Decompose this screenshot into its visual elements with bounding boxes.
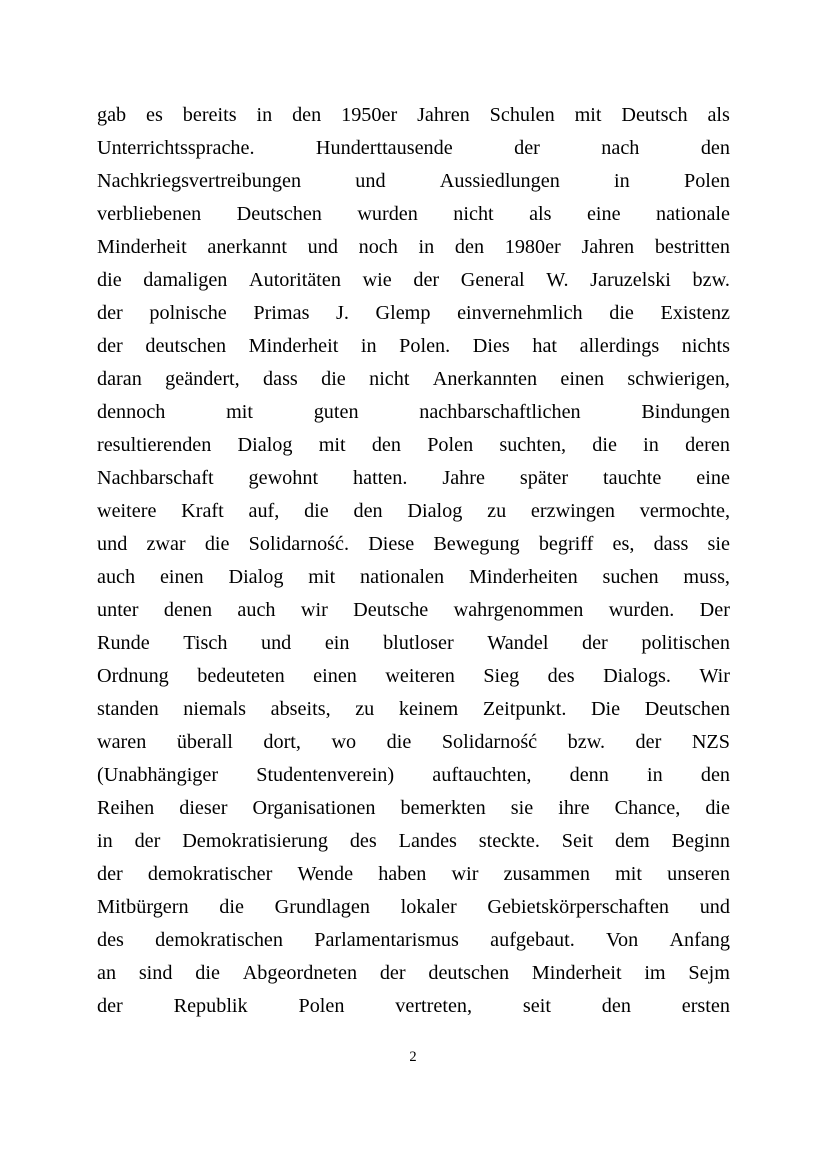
word: Wende (297, 863, 354, 885)
word: Die (590, 698, 621, 720)
text-line (97, 462, 730, 495)
word: im (644, 962, 666, 984)
word: Organisationen (252, 797, 376, 819)
text-line (97, 429, 730, 462)
word: es, (612, 533, 635, 555)
word: J. (336, 302, 349, 324)
word: der (635, 731, 662, 753)
text-line (97, 858, 730, 891)
word: der (413, 269, 440, 291)
word: der (97, 995, 123, 1017)
word: Republik (173, 995, 248, 1017)
word: zu (355, 698, 375, 720)
word: Glemp (375, 302, 431, 324)
word: die (304, 500, 329, 522)
word: bereits (182, 104, 237, 126)
word: Dialog (407, 500, 463, 522)
word: an (97, 962, 117, 984)
word: Seit (561, 830, 594, 852)
text-line (97, 528, 730, 561)
word: Wir (699, 665, 730, 687)
word: Dies (472, 335, 510, 357)
word: Abgeordneten (242, 962, 358, 984)
word: mit (226, 401, 253, 423)
word: mit (615, 863, 642, 885)
word: und (699, 896, 730, 918)
word: lokaler (400, 896, 457, 918)
text-line (97, 594, 730, 627)
word: die (609, 302, 634, 324)
word: der (97, 335, 123, 357)
word: Solidarność (441, 731, 538, 753)
word: niemals (183, 698, 247, 720)
body-text-block (97, 99, 730, 1023)
text-line (97, 495, 730, 528)
word: auch (237, 599, 276, 621)
text-line (97, 330, 730, 363)
word: den (292, 104, 322, 126)
word: wir (300, 599, 328, 621)
word: unseren (667, 863, 730, 885)
word: als (707, 104, 730, 126)
word: suchen (602, 566, 659, 588)
word: General (460, 269, 525, 291)
word: Polen. (399, 335, 451, 357)
word: Dialog (237, 434, 293, 456)
word: Ordnung (97, 665, 169, 687)
word: Minderheiten (468, 566, 578, 588)
word: Minderheit (531, 962, 622, 984)
word: die (705, 797, 730, 819)
word: weiteren (385, 665, 455, 687)
word: als (529, 203, 552, 225)
word: Autoritäten (249, 269, 341, 291)
text-line (97, 627, 730, 660)
text-line (97, 132, 730, 165)
text-line (97, 990, 730, 1023)
word: wie (362, 269, 392, 291)
word: Demokratisierung (182, 830, 328, 852)
word: begriff (538, 533, 594, 555)
word: W. (546, 269, 569, 291)
word: auf, (248, 500, 280, 522)
word: nichts (681, 335, 730, 357)
word: ein (324, 632, 350, 654)
word: denen (163, 599, 213, 621)
word: abseits, (270, 698, 331, 720)
word: in (647, 764, 663, 786)
text-line (97, 924, 730, 957)
word: wahrgenommen (453, 599, 584, 621)
text-line (97, 165, 730, 198)
word: die (592, 434, 617, 456)
word: Bindungen (641, 401, 730, 423)
word: Deutschen (644, 698, 730, 720)
word: deutschen (428, 962, 510, 984)
word: nachbarschaftlichen (419, 401, 581, 423)
word: eine (586, 203, 621, 225)
word: Grundlagen (274, 896, 370, 918)
word: polnische (149, 302, 227, 324)
word: Hunderttausende (315, 137, 453, 159)
word: Polen (298, 995, 345, 1017)
word: die (219, 896, 244, 918)
word: Schulen (489, 104, 555, 126)
word: tauchte (603, 467, 662, 489)
word: den (454, 236, 485, 258)
word: einvernehmlich (457, 302, 583, 324)
word: Tisch (183, 632, 228, 654)
word: Jahre (442, 467, 485, 489)
word: resultierenden (97, 434, 212, 456)
word: Chance, (614, 797, 681, 819)
word: zwar (146, 533, 186, 555)
word: guten (313, 401, 359, 423)
word: auch (97, 566, 136, 588)
word: die (204, 533, 230, 555)
word: Mitbürgern (97, 896, 189, 918)
word: auftauchten, (432, 764, 532, 786)
word: Deutsche (353, 599, 429, 621)
text-line (97, 660, 730, 693)
word: erzwingen (530, 500, 615, 522)
word: eine (696, 467, 730, 489)
word: dieser (179, 797, 228, 819)
word: Anfang (669, 929, 730, 951)
word: Zeitpunkt. (482, 698, 567, 720)
word: allerdings (579, 335, 660, 357)
word: der (134, 830, 161, 852)
word: Minderheit (97, 236, 187, 258)
word: der (582, 632, 608, 654)
word: Landes (398, 830, 457, 852)
word: sind (138, 962, 173, 984)
text-line (97, 891, 730, 924)
word: den (700, 764, 730, 786)
text-line (97, 726, 730, 759)
word: muss, (683, 566, 730, 588)
word: nach (601, 137, 640, 159)
word: Solidarność. (248, 533, 350, 555)
word: wir (451, 863, 479, 885)
word: einen (159, 566, 204, 588)
text-line (97, 759, 730, 792)
word: Parlamentarismus (314, 929, 459, 951)
word: gewohnt (248, 467, 319, 489)
word: Primas (253, 302, 310, 324)
word: überall (176, 731, 233, 753)
text-line (97, 825, 730, 858)
word: in (614, 170, 630, 192)
word: Deutschen (236, 203, 322, 225)
word: nationalen (360, 566, 445, 588)
word: mit (308, 566, 336, 588)
word: in (97, 830, 113, 852)
word: ihre (558, 797, 590, 819)
word: 1950er (341, 104, 398, 126)
word: NZS (691, 731, 730, 753)
word: Dialog (228, 566, 284, 588)
word: Der (699, 599, 730, 621)
word: aufgebaut. (490, 929, 575, 951)
text-line (97, 264, 730, 297)
text-line (97, 363, 730, 396)
word: nationale (655, 203, 730, 225)
word: demokratischen (155, 929, 283, 951)
word: es (146, 104, 163, 126)
word: mit (318, 434, 346, 456)
word: Dialogs. (603, 665, 671, 687)
word: denn (569, 764, 609, 786)
text-line (97, 297, 730, 330)
word: Minderheit (248, 335, 339, 357)
word: vermochte, (639, 500, 730, 522)
text-line (97, 561, 730, 594)
word: in (360, 335, 377, 357)
word: vertreten, (395, 995, 473, 1017)
word: seit (522, 995, 551, 1017)
word: einen (313, 665, 357, 687)
word: Reihen (97, 797, 155, 819)
word: bestritten (654, 236, 730, 258)
word: und (97, 533, 128, 555)
word: einen (560, 368, 605, 390)
word: den (371, 434, 401, 456)
word: sie (707, 533, 730, 555)
word: Beginn (671, 830, 730, 852)
word: sie (510, 797, 534, 819)
word: damaligen (143, 269, 228, 291)
word: in (643, 434, 659, 456)
text-line (97, 957, 730, 990)
word: verbliebenen (97, 203, 202, 225)
word: in (418, 236, 435, 258)
word: Von (606, 929, 639, 951)
word: waren (97, 731, 147, 753)
word: Polen (427, 434, 474, 456)
word: Jaruzelski (590, 269, 671, 291)
word: den (353, 500, 383, 522)
word: der (379, 962, 406, 984)
word: Aussiedlungen (439, 170, 560, 192)
word: Studentenverein) (256, 764, 395, 786)
word: dass (653, 533, 689, 555)
word: blutloser (383, 632, 454, 654)
word: geändert, (165, 368, 240, 390)
word: schwierigen, (627, 368, 730, 390)
word: bedeuteten (197, 665, 285, 687)
word: bemerkten (400, 797, 486, 819)
word: Polen (683, 170, 730, 192)
word: standen (97, 698, 159, 720)
word: dennoch (97, 401, 166, 423)
word: Deutsch (621, 104, 688, 126)
word: Anerkannten (432, 368, 538, 390)
word: haben (378, 863, 427, 885)
word: die (386, 731, 412, 753)
word: Runde (97, 632, 150, 654)
word: der (514, 137, 540, 159)
word: und (260, 632, 292, 654)
word: nicht (453, 203, 494, 225)
word: Gebietskörperschaften (487, 896, 669, 918)
word: dem (615, 830, 650, 852)
word: Jahren (417, 104, 470, 126)
word: Kraft (181, 500, 224, 522)
word: des (547, 665, 575, 687)
word: des (349, 830, 377, 852)
word: die (321, 368, 346, 390)
word: dass (263, 368, 298, 390)
word: Unterrichtssprache. (97, 137, 255, 159)
word: Jahren (581, 236, 635, 258)
word: hatten. (353, 467, 408, 489)
word: noch (358, 236, 398, 258)
word: mit (574, 104, 602, 126)
word: unter (97, 599, 139, 621)
word: die (195, 962, 220, 984)
word: Existenz (660, 302, 730, 324)
word: der (97, 302, 123, 324)
page-number: 2 (409, 1049, 417, 1065)
word: in (256, 104, 273, 126)
word: (Unabhängiger (97, 764, 219, 786)
word: politischen (641, 632, 730, 654)
word: später (519, 467, 569, 489)
word: weitere (97, 500, 157, 522)
word: deutschen (145, 335, 227, 357)
word: und (355, 170, 386, 192)
word: Nachbarschaft (97, 467, 214, 489)
word: keinem (398, 698, 459, 720)
word: suchten, (499, 434, 567, 456)
word: steckte. (478, 830, 540, 852)
word: hat (532, 335, 558, 357)
text-line (97, 231, 730, 264)
word: demokratischer (147, 863, 273, 885)
word: wurden. (608, 599, 675, 621)
word: wo (331, 731, 357, 753)
word: deren (685, 434, 730, 456)
word: Sejm (688, 962, 730, 984)
text-line (97, 693, 730, 726)
word: der (97, 863, 123, 885)
word: anerkannt (207, 236, 287, 258)
word: zusammen (503, 863, 590, 885)
word: nicht (369, 368, 410, 390)
word: zu (487, 500, 507, 522)
text-line (97, 396, 730, 429)
word: daran (97, 368, 142, 390)
word: Diese (368, 533, 415, 555)
word: Sieg (483, 665, 520, 687)
word: Bewegung (433, 533, 520, 555)
word: 1980er (504, 236, 561, 258)
word: ersten (681, 995, 730, 1017)
text-line (97, 99, 730, 132)
word: dort, (263, 731, 301, 753)
word: bzw. (692, 269, 730, 291)
word: und (307, 236, 338, 258)
text-line (97, 198, 730, 231)
word: gab (97, 104, 127, 126)
word: bzw. (567, 731, 606, 753)
word: wurden (357, 203, 418, 225)
word: Wandel (487, 632, 549, 654)
word: den (700, 137, 730, 159)
word: den (601, 995, 631, 1017)
text-line (97, 792, 730, 825)
word: des (97, 929, 124, 951)
word: Nachkriegsvertreibungen (97, 170, 302, 192)
word: die (97, 269, 122, 291)
